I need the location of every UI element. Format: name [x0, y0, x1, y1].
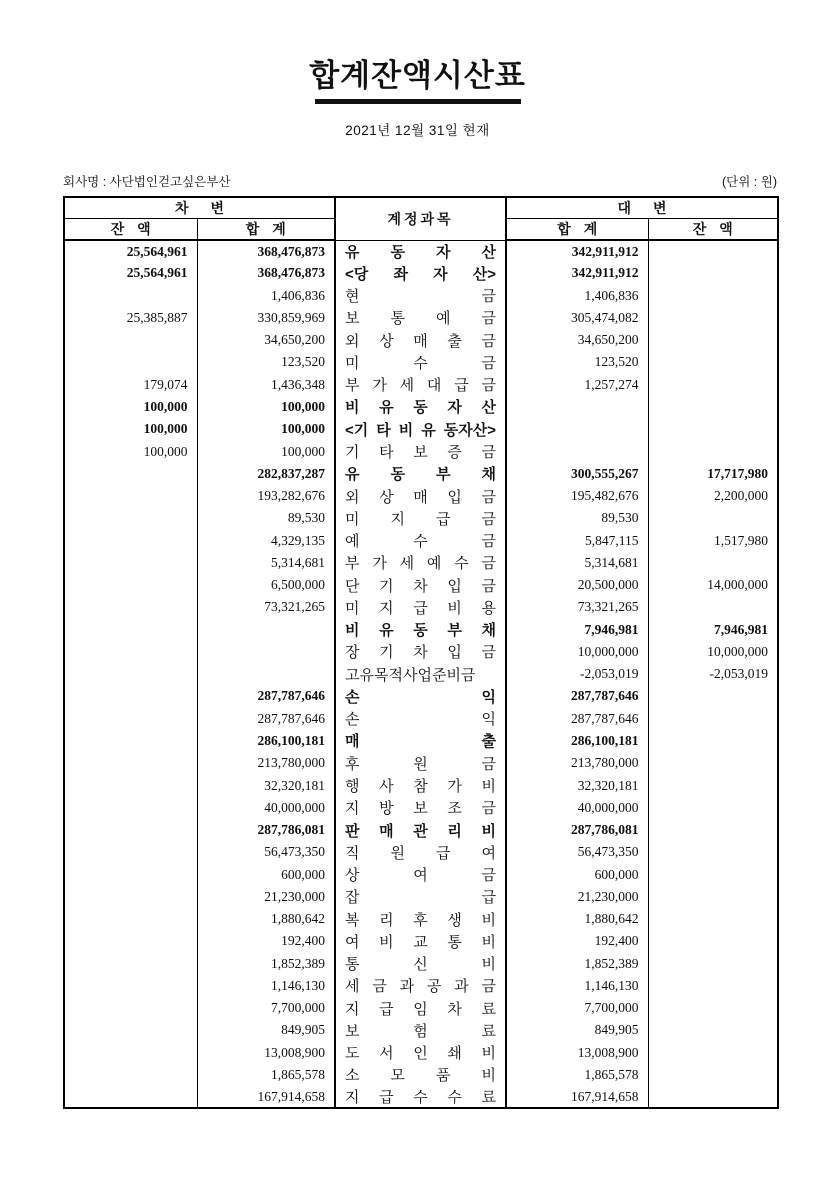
- cell-debit-balance: 100,000: [64, 418, 197, 440]
- cell-debit-total: [197, 663, 335, 685]
- cell-credit-balance: 2,200,000: [648, 485, 778, 507]
- table-row: [64, 908, 778, 930]
- cell-account-title: 외 상 매 입 금: [335, 485, 506, 507]
- table-row: [64, 507, 778, 529]
- cell-account-title: 판 매 관 리 비: [335, 819, 506, 841]
- table-row: [64, 708, 778, 730]
- cell-credit-balance: [648, 930, 778, 952]
- cell-account-title: 미 지 급 비 용: [335, 596, 506, 618]
- cell-debit-balance: [64, 619, 197, 641]
- cell-credit-balance: [648, 997, 778, 1019]
- table-row: [64, 440, 778, 462]
- cell-debit-total: 21,230,000: [197, 886, 335, 908]
- table-row: [64, 819, 778, 841]
- cell-debit-balance: [64, 908, 197, 930]
- cell-credit-total: 34,650,200: [506, 329, 648, 351]
- cell-credit-total: 5,847,115: [506, 529, 648, 551]
- cell-debit-balance: [64, 841, 197, 863]
- cell-credit-balance: [648, 708, 778, 730]
- title-underline: [315, 99, 521, 104]
- cell-account-title: 비 유 동 자 산: [335, 396, 506, 418]
- cell-account-title: 손 익: [335, 708, 506, 730]
- table-header: [64, 197, 778, 240]
- cell-credit-balance: [648, 262, 778, 284]
- cell-credit-total: 287,787,646: [506, 685, 648, 707]
- cell-credit-total: 342,911,912: [506, 240, 648, 262]
- table-row: [64, 863, 778, 885]
- cell-account-title: 잡 급: [335, 886, 506, 908]
- cell-account-title: 지 급 수 수 료: [335, 1086, 506, 1108]
- table-row: [64, 485, 778, 507]
- cell-credit-balance: [648, 440, 778, 462]
- cell-account-title: 현 금: [335, 285, 506, 307]
- cell-account-title: 매 출: [335, 730, 506, 752]
- cell-account-title: 유 동 자 산: [335, 240, 506, 262]
- cell-debit-balance: [64, 641, 197, 663]
- cell-credit-balance: [648, 752, 778, 774]
- cell-debit-balance: [64, 886, 197, 908]
- cell-credit-total: 123,520: [506, 351, 648, 373]
- cell-debit-total: 192,400: [197, 930, 335, 952]
- cell-account-title: 예 수 금: [335, 529, 506, 551]
- cell-credit-balance: 1,517,980: [648, 529, 778, 551]
- cell-credit-balance: [648, 307, 778, 329]
- cell-credit-total: 287,787,646: [506, 708, 648, 730]
- cell-debit-total: 1,852,389: [197, 953, 335, 975]
- cell-debit-total: 282,837,287: [197, 463, 335, 485]
- table-body: [64, 240, 778, 1108]
- cell-credit-total: 7,946,981: [506, 619, 648, 641]
- cell-debit-total: 40,000,000: [197, 797, 335, 819]
- table-row: [64, 930, 778, 952]
- table-row: [64, 886, 778, 908]
- cell-debit-total: 89,530: [197, 507, 335, 529]
- cell-debit-total: 1,865,578: [197, 1064, 335, 1086]
- cell-credit-total: 20,500,000: [506, 574, 648, 596]
- cell-account-title: 행 사 참 가 비: [335, 774, 506, 796]
- cell-account-title: 지 방 보 조 금: [335, 797, 506, 819]
- cell-credit-total: 192,400: [506, 930, 648, 952]
- cell-credit-total: 1,880,642: [506, 908, 648, 930]
- table-row: [64, 418, 778, 440]
- cell-account-title: 손 익: [335, 685, 506, 707]
- header-debit-balance: 잔 액: [64, 219, 197, 241]
- cell-debit-balance: [64, 529, 197, 551]
- cell-debit-balance: [64, 975, 197, 997]
- cell-account-title: 부 가 세 대 급 금: [335, 374, 506, 396]
- cell-credit-total: 1,146,130: [506, 975, 648, 997]
- cell-credit-total: 73,321,265: [506, 596, 648, 618]
- cell-credit-balance: [648, 863, 778, 885]
- cell-credit-total: [506, 418, 648, 440]
- cell-credit-balance: [648, 908, 778, 930]
- cell-debit-total: 32,320,181: [197, 774, 335, 796]
- table-row: [64, 1086, 778, 1108]
- cell-account-title: 지 급 임 차 료: [335, 997, 506, 1019]
- cell-account-title: 세 금 과 공 과 금: [335, 975, 506, 997]
- cell-credit-balance: [648, 953, 778, 975]
- cell-debit-total: 849,905: [197, 1019, 335, 1041]
- cell-account-title: 상 여 금: [335, 863, 506, 885]
- cell-credit-balance: [648, 1042, 778, 1064]
- cell-debit-balance: 25,564,961: [64, 240, 197, 262]
- cell-debit-balance: [64, 752, 197, 774]
- cell-credit-balance: [648, 596, 778, 618]
- cell-debit-total: 600,000: [197, 863, 335, 885]
- cell-debit-total: 1,436,348: [197, 374, 335, 396]
- cell-account-title: 복 리 후 생 비: [335, 908, 506, 930]
- cell-credit-balance: [648, 374, 778, 396]
- cell-account-title: 미 수 금: [335, 351, 506, 373]
- cell-debit-total: 286,100,181: [197, 730, 335, 752]
- cell-debit-total: 1,406,836: [197, 285, 335, 307]
- cell-credit-balance: [648, 552, 778, 574]
- table-row: [64, 663, 778, 685]
- cell-credit-total: 21,230,000: [506, 886, 648, 908]
- cell-debit-balance: 100,000: [64, 396, 197, 418]
- cell-account-title: 보 통 예 금: [335, 307, 506, 329]
- trial-balance-table: [63, 196, 779, 1109]
- cell-debit-total: 73,321,265: [197, 596, 335, 618]
- cell-debit-balance: 179,074: [64, 374, 197, 396]
- cell-debit-balance: [64, 797, 197, 819]
- cell-credit-total: 342,911,912: [506, 262, 648, 284]
- cell-credit-balance: [648, 819, 778, 841]
- cell-debit-total: 13,008,900: [197, 1042, 335, 1064]
- cell-debit-total: 5,314,681: [197, 552, 335, 574]
- meta-row: [63, 172, 777, 190]
- cell-debit-total: 7,700,000: [197, 997, 335, 1019]
- cell-credit-balance: [648, 975, 778, 997]
- page-title: 합계잔액시산표: [309, 58, 526, 93]
- cell-debit-balance: [64, 1019, 197, 1041]
- table-row: [64, 1042, 778, 1064]
- cell-credit-balance: 17,717,980: [648, 463, 778, 485]
- cell-debit-balance: 100,000: [64, 440, 197, 462]
- cell-credit-total: 56,473,350: [506, 841, 648, 863]
- cell-account-title: 후 원 금: [335, 752, 506, 774]
- cell-account-title: 외 상 매 출 금: [335, 329, 506, 351]
- cell-credit-balance: 10,000,000: [648, 641, 778, 663]
- cell-credit-balance: [648, 1019, 778, 1041]
- cell-debit-balance: [64, 552, 197, 574]
- cell-credit-total: [506, 440, 648, 462]
- cell-debit-total: 167,914,658: [197, 1086, 335, 1108]
- cell-debit-balance: 25,385,887: [64, 307, 197, 329]
- cell-debit-balance: [64, 819, 197, 841]
- cell-debit-total: 213,780,000: [197, 752, 335, 774]
- cell-debit-total: 330,859,969: [197, 307, 335, 329]
- cell-debit-total: 123,520: [197, 351, 335, 373]
- cell-credit-balance: [648, 329, 778, 351]
- cell-account-title: 고유목적사업준비금: [335, 663, 506, 685]
- table-row: [64, 1019, 778, 1041]
- table-row: [64, 596, 778, 618]
- cell-debit-total: 34,650,200: [197, 329, 335, 351]
- cell-credit-total: 1,257,274: [506, 374, 648, 396]
- cell-debit-total: 56,473,350: [197, 841, 335, 863]
- company-name: 회사명 : 사단법인걷고싶은부산: [63, 175, 231, 189]
- cell-account-title: 도 서 인 쇄 비: [335, 1042, 506, 1064]
- cell-credit-total: 195,482,676: [506, 485, 648, 507]
- cell-debit-balance: [64, 507, 197, 529]
- cell-debit-balance: [64, 574, 197, 596]
- cell-debit-total: 100,000: [197, 418, 335, 440]
- table-row: [64, 529, 778, 551]
- cell-credit-total: 7,700,000: [506, 997, 648, 1019]
- cell-debit-balance: 25,564,961: [64, 262, 197, 284]
- cell-debit-balance: [64, 351, 197, 373]
- cell-credit-total: 849,905: [506, 1019, 648, 1041]
- cell-credit-balance: [648, 507, 778, 529]
- table-row: [64, 463, 778, 485]
- title-block: [0, 0, 835, 104]
- cell-debit-balance: [64, 285, 197, 307]
- cell-credit-total: 40,000,000: [506, 797, 648, 819]
- report-date: 2021년 12월 31일 현재: [345, 123, 490, 138]
- cell-credit-balance: [648, 418, 778, 440]
- cell-debit-total: 6,500,000: [197, 574, 335, 596]
- cell-debit-total: 1,146,130: [197, 975, 335, 997]
- cell-credit-balance: [648, 240, 778, 262]
- cell-account-title: 소 모 품 비: [335, 1064, 506, 1086]
- cell-credit-total: 32,320,181: [506, 774, 648, 796]
- cell-credit-total: -2,053,019: [506, 663, 648, 685]
- table-row: [64, 730, 778, 752]
- table-row: [64, 997, 778, 1019]
- header-credit-total: 합 계: [506, 219, 648, 241]
- cell-debit-balance: [64, 774, 197, 796]
- cell-credit-total: 5,314,681: [506, 552, 648, 574]
- table-row: [64, 685, 778, 707]
- cell-credit-total: 300,555,267: [506, 463, 648, 485]
- header-debit: 차 변: [64, 197, 335, 219]
- cell-credit-total: 89,530: [506, 507, 648, 529]
- cell-credit-balance: [648, 685, 778, 707]
- table-row: [64, 619, 778, 641]
- cell-credit-total: 287,786,081: [506, 819, 648, 841]
- cell-credit-balance: [648, 396, 778, 418]
- cell-debit-total: 368,476,873: [197, 240, 335, 262]
- cell-credit-balance: [648, 1086, 778, 1108]
- cell-debit-total: 287,786,081: [197, 819, 335, 841]
- table-row: [64, 953, 778, 975]
- cell-debit-total: [197, 641, 335, 663]
- unit-label: (단위 : 원): [722, 175, 777, 189]
- cell-account-title: 유 동 부 채: [335, 463, 506, 485]
- cell-credit-balance: [648, 774, 778, 796]
- table-row: [64, 374, 778, 396]
- table-row: [64, 975, 778, 997]
- cell-credit-balance: [648, 797, 778, 819]
- table-row: [64, 351, 778, 373]
- cell-debit-balance: [64, 485, 197, 507]
- cell-credit-balance: [648, 886, 778, 908]
- cell-credit-total: 213,780,000: [506, 752, 648, 774]
- cell-account-title: 직 원 급 여: [335, 841, 506, 863]
- cell-credit-balance: [648, 730, 778, 752]
- cell-credit-balance: 7,946,981: [648, 619, 778, 641]
- cell-debit-total: 193,282,676: [197, 485, 335, 507]
- cell-credit-total: 305,474,082: [506, 307, 648, 329]
- cell-credit-balance: -2,053,019: [648, 663, 778, 685]
- cell-credit-balance: 14,000,000: [648, 574, 778, 596]
- cell-credit-balance: [648, 351, 778, 373]
- cell-account-title: 미 지 급 금: [335, 507, 506, 529]
- cell-account-title: 통 신 비: [335, 953, 506, 975]
- cell-debit-total: 287,787,646: [197, 708, 335, 730]
- cell-debit-total: 100,000: [197, 396, 335, 418]
- cell-debit-balance: [64, 596, 197, 618]
- cell-account-title: 보 험 료: [335, 1019, 506, 1041]
- cell-credit-total: 1,865,578: [506, 1064, 648, 1086]
- cell-credit-total: [506, 396, 648, 418]
- table-row: [64, 307, 778, 329]
- cell-debit-balance: [64, 1042, 197, 1064]
- cell-credit-total: 167,914,658: [506, 1086, 648, 1108]
- table-row: [64, 641, 778, 663]
- cell-credit-balance: [648, 1064, 778, 1086]
- cell-debit-balance: [64, 863, 197, 885]
- cell-debit-balance: [64, 730, 197, 752]
- cell-debit-balance: [64, 329, 197, 351]
- table-row: [64, 752, 778, 774]
- table-row: [64, 797, 778, 819]
- cell-credit-total: 600,000: [506, 863, 648, 885]
- cell-debit-total: 4,329,135: [197, 529, 335, 551]
- cell-account-title: 비 유 동 부 채: [335, 619, 506, 641]
- cell-debit-balance: [64, 997, 197, 1019]
- table-row: [64, 396, 778, 418]
- cell-account-title: <기 타 비 유 동자산>: [335, 418, 506, 440]
- header-credit: 대 변: [506, 197, 778, 219]
- header-debit-total: 합 계: [197, 219, 335, 241]
- header-credit-balance: 잔 액: [648, 219, 778, 241]
- cell-credit-balance: [648, 285, 778, 307]
- cell-credit-total: 286,100,181: [506, 730, 648, 752]
- table-row: [64, 574, 778, 596]
- cell-account-title: 부 가 세 예 수 금: [335, 552, 506, 574]
- table-row: [64, 552, 778, 574]
- table-row: [64, 262, 778, 284]
- cell-account-title: 기 타 보 증 금: [335, 440, 506, 462]
- cell-debit-balance: [64, 463, 197, 485]
- cell-debit-balance: [64, 685, 197, 707]
- table-row: [64, 240, 778, 262]
- cell-debit-balance: [64, 930, 197, 952]
- table-row: [64, 285, 778, 307]
- cell-debit-total: 100,000: [197, 440, 335, 462]
- cell-credit-total: 1,406,836: [506, 285, 648, 307]
- cell-debit-balance: [64, 1064, 197, 1086]
- cell-debit-balance: [64, 1086, 197, 1108]
- cell-account-title: 여 비 교 통 비: [335, 930, 506, 952]
- cell-debit-balance: [64, 953, 197, 975]
- cell-debit-total: [197, 619, 335, 641]
- cell-account-title: 단 기 차 입 금: [335, 574, 506, 596]
- cell-credit-total: 1,852,389: [506, 953, 648, 975]
- cell-debit-total: 287,787,646: [197, 685, 335, 707]
- cell-debit-balance: [64, 663, 197, 685]
- table-row: [64, 329, 778, 351]
- cell-account-title: <당 좌 자 산>: [335, 262, 506, 284]
- cell-credit-balance: [648, 841, 778, 863]
- cell-credit-total: 10,000,000: [506, 641, 648, 663]
- cell-debit-total: 1,880,642: [197, 908, 335, 930]
- table-row: [64, 1064, 778, 1086]
- header-account: 계정과목: [335, 197, 506, 240]
- cell-debit-balance: [64, 708, 197, 730]
- cell-account-title: 장 기 차 입 금: [335, 641, 506, 663]
- table-row: [64, 841, 778, 863]
- cell-debit-total: 368,476,873: [197, 262, 335, 284]
- cell-credit-total: 13,008,900: [506, 1042, 648, 1064]
- table-row: [64, 774, 778, 796]
